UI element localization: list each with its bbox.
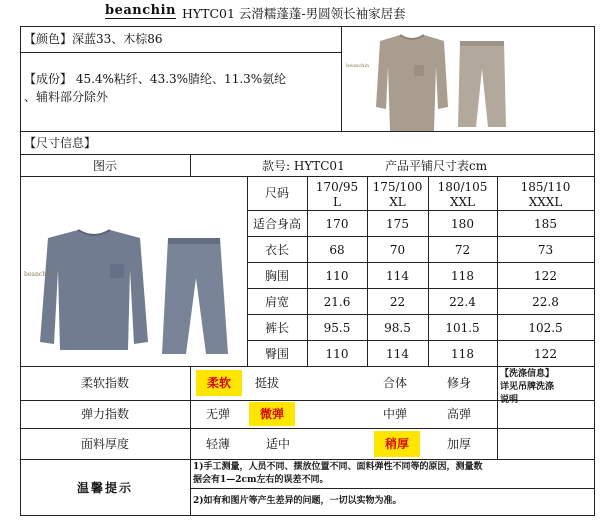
thickness-option-medium: 适中: [265, 437, 290, 451]
table-cell: 122: [534, 347, 557, 361]
wash-info-line1: 详见吊牌洗涤: [500, 382, 555, 392]
row-hip-label: 臀围: [264, 347, 289, 361]
table-cell: 110: [325, 347, 349, 361]
size-col-1-letter: L: [333, 195, 341, 209]
composition-info: 【成份】 45.4%粘纤、43.3%腈纶、11.3%氨纶: [24, 72, 287, 86]
page-title: HYTC01 云滑糯蓬蓬-男圆领长袖家居套: [182, 6, 406, 21]
wash-info-title: 【洗涤信息】: [500, 369, 555, 379]
table-cell: 101.5: [445, 321, 480, 335]
size-chart-unit: 产品平铺尺寸表cm: [385, 159, 488, 173]
size-col-1: 170/95: [315, 180, 359, 194]
thickness-option-light: 轻薄: [205, 437, 230, 451]
softness-option-fit: 合体: [382, 376, 407, 390]
table-cell: 22: [389, 295, 406, 309]
svg-text:beanchin: beanchin: [24, 271, 52, 278]
size-col-3: 180/105: [437, 180, 488, 194]
tips-note-1-cont: 据会有1—2cm左右的误差不同。: [193, 475, 329, 485]
thickness-label: 面料厚度: [80, 437, 129, 451]
row-height-label: 适合身高: [252, 217, 301, 231]
table-cell: 114: [386, 269, 409, 283]
row-shoulder-label: 肩宽: [264, 295, 289, 309]
softness-option-slim: 修身: [446, 376, 471, 390]
wash-info-line2: 说明: [500, 395, 519, 405]
table-cell: 180: [451, 217, 474, 231]
product-photo-blue: [22, 178, 246, 366]
size-col-3-letter: XXL: [449, 195, 476, 209]
model-number: 款号: HYTC01: [262, 159, 345, 173]
brand-logo: beanchin: [105, 3, 176, 18]
elasticity-option-medium: 中弹: [382, 407, 407, 421]
elasticity-option-high: 高弹: [446, 407, 471, 421]
table-cell: 102.5: [528, 321, 563, 335]
table-cell: 98.5: [384, 321, 411, 335]
elasticity-label: 弹力指数: [80, 407, 129, 421]
tips-note-1: 1)手工测量，人员不同、摆放位置不同、面料弹性不同等的原因，测量数: [193, 462, 483, 472]
elasticity-option-none: 无弹: [205, 407, 230, 421]
product-photo-brown: [342, 27, 594, 131]
illustration-label: 图示: [92, 159, 117, 173]
composition-info-cont: 、辅料部分除外: [24, 90, 109, 104]
size-info-title: 【尺寸信息】: [24, 136, 97, 150]
row-pants-length-label: 裤长: [264, 321, 289, 335]
size-col-2-letter: XL: [389, 195, 406, 209]
thickness-option-thicker: 稍厚: [384, 437, 409, 451]
table-cell: 114: [386, 347, 409, 361]
table-cell: 72: [454, 243, 471, 257]
table-cell: 175: [386, 217, 409, 231]
row-chest-label: 胸围: [264, 269, 289, 283]
thickness-option-thick: 加厚: [446, 437, 471, 451]
size-header-label: 尺码: [264, 186, 289, 200]
table-cell: 22.8: [532, 295, 559, 309]
tips-label: 温馨提示: [76, 481, 133, 495]
table-cell: 122: [534, 269, 557, 283]
table-cell: 68: [329, 243, 345, 257]
table-cell: 22.4: [449, 295, 476, 309]
softness-option-firm: 挺拔: [254, 376, 279, 390]
table-cell: 110: [325, 269, 349, 283]
color-info: 【颜色】深蓝33、木棕86: [24, 32, 163, 46]
size-col-4: 185/110: [520, 180, 571, 194]
table-cell: 118: [451, 269, 474, 283]
row-length-label: 衣长: [264, 243, 289, 257]
elasticity-option-slight: 微弹: [259, 407, 284, 421]
tips-note-2: 2)如有和图片等产生差异的问题，一切以实物为准。: [193, 496, 402, 506]
size-col-2: 175/100: [372, 180, 423, 194]
svg-text:beanchin: beanchin: [346, 63, 370, 69]
table-cell: 95.5: [323, 321, 351, 335]
size-col-4-letter: XXXL: [528, 195, 563, 209]
table-cell: 21.6: [323, 295, 351, 309]
softness-option-soft: 柔软: [206, 376, 231, 390]
table-cell: 118: [451, 347, 474, 361]
table-cell: 70: [389, 243, 406, 257]
softness-label: 柔软指数: [80, 376, 129, 390]
table-cell: 73: [537, 243, 554, 257]
table-cell: 185: [534, 217, 557, 231]
table-cell: 170: [325, 217, 349, 231]
